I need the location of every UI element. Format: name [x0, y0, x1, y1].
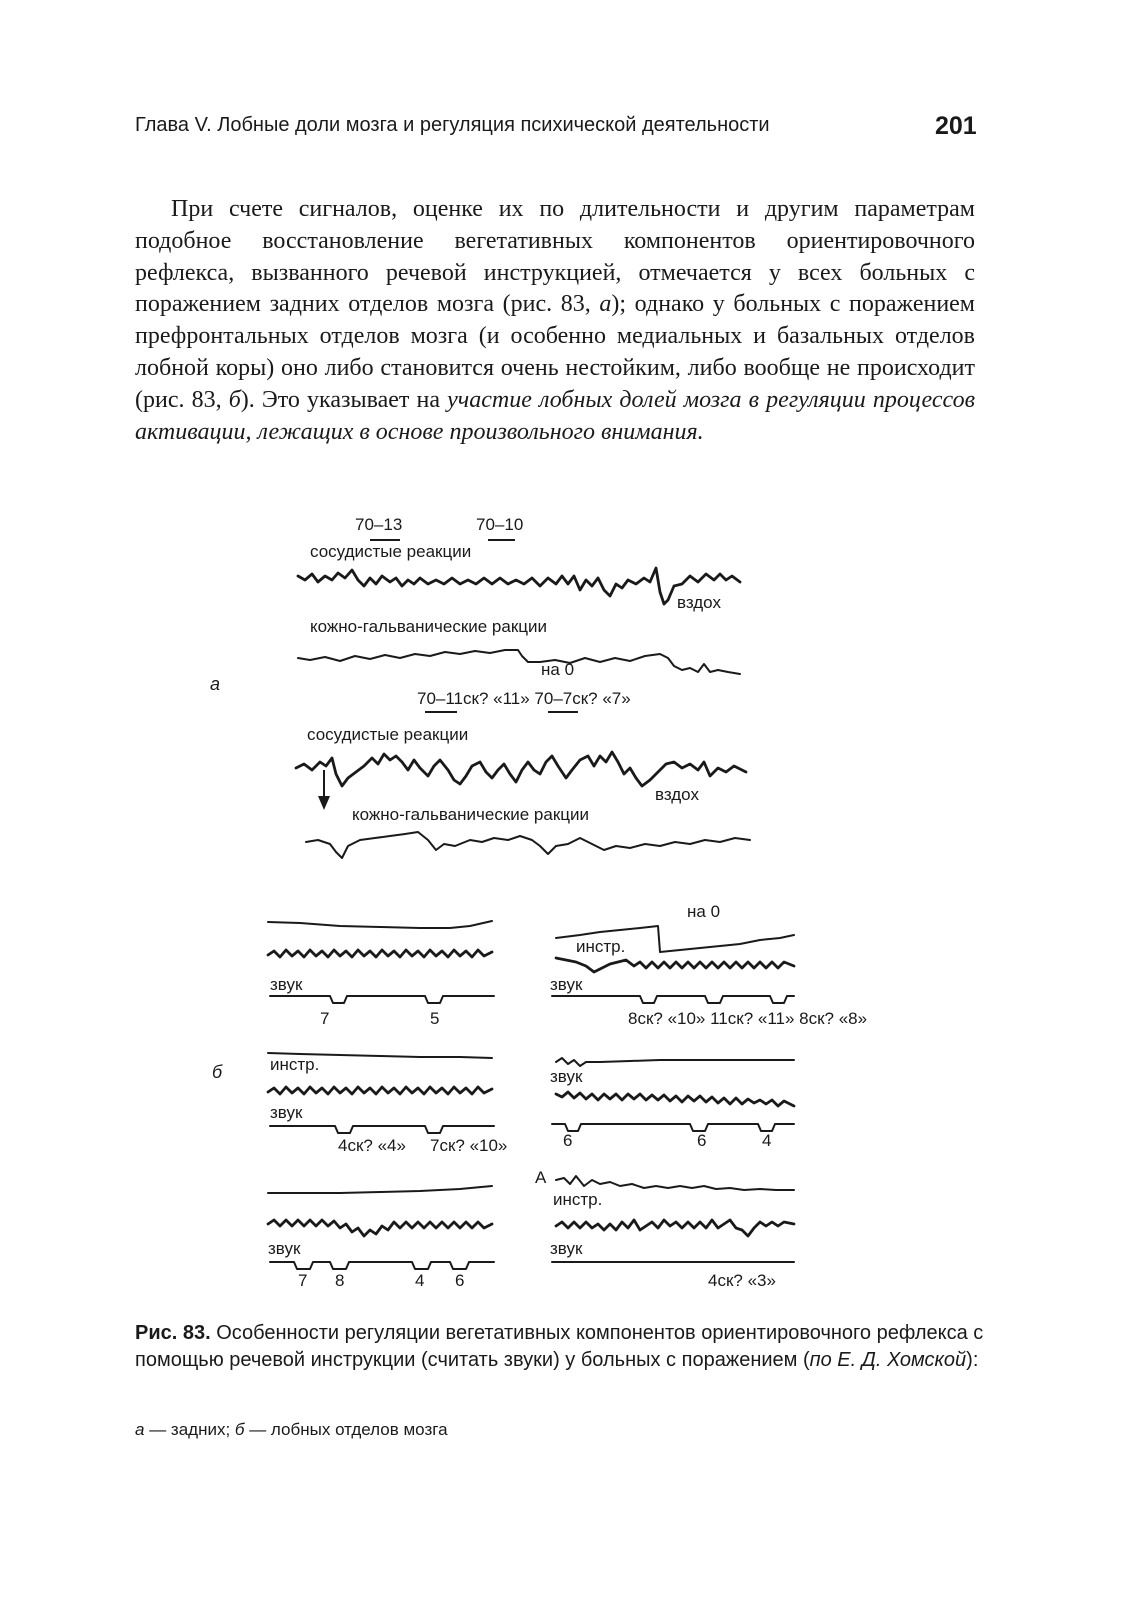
count-number: 5	[430, 1009, 440, 1028]
legend-key: б	[234, 1420, 245, 1439]
sound-marker-trace	[270, 996, 494, 1003]
count-number: 4	[415, 1271, 425, 1290]
trace-annotation: на 0	[687, 902, 721, 921]
count-number: 7	[320, 1009, 330, 1028]
panel-label-b: б	[212, 1062, 223, 1082]
sound-marker-trace	[552, 996, 794, 1003]
trace-label: кожно-гальванические ракции	[310, 617, 548, 636]
sound-label: звук	[268, 1239, 301, 1258]
figure-number: Рис. 83.	[135, 1322, 211, 1344]
sound-label: звук	[550, 1067, 583, 1086]
stimulus-mark: 70–10	[476, 515, 524, 534]
trace-label: сосудистые реакции	[310, 542, 472, 561]
caption-text: ):	[966, 1349, 979, 1371]
trace-annotation: на 0	[541, 660, 575, 679]
count-number: 6	[563, 1131, 573, 1150]
sound-label: звук	[550, 975, 583, 994]
galvanic-trace	[298, 650, 740, 674]
count-number: 6	[697, 1131, 707, 1150]
arrow-down-icon	[318, 796, 330, 810]
vascular-trace	[268, 1220, 492, 1236]
galvanic-trace	[556, 1176, 794, 1190]
stimulus-mark: 70–13	[355, 515, 403, 534]
sound-label: звук	[270, 975, 303, 994]
page-number: 201	[935, 112, 977, 140]
instruction-label: инстр.	[576, 937, 626, 956]
figure-ref-b: б	[228, 386, 241, 413]
galvanic-trace	[556, 1058, 794, 1066]
sound-marker-trace	[270, 1126, 494, 1133]
panel-label-a: а	[210, 674, 221, 694]
sound-label: звук	[270, 1103, 303, 1122]
vascular-trace	[556, 958, 794, 972]
figure-caption	[135, 1320, 985, 1374]
galvanic-trace	[306, 832, 750, 858]
vascular-trace	[556, 1220, 794, 1236]
paragraph-text: При счете сигналов, оценке их по длительности и другим параметрам подобное восстановление вегетативных компонентов ориентировочного рефлекса, вызванного речевой инструкцией, отмечается у всех больных с поражением задних отделов мозга (рис. 83,	[135, 196, 975, 318]
trace-annotation: вздох	[677, 593, 721, 612]
galvanic-trace	[268, 1186, 492, 1193]
legend-text: — лобных отделов мозга	[244, 1420, 448, 1439]
count-number: 6	[455, 1271, 465, 1290]
vascular-trace	[556, 1092, 794, 1106]
vascular-trace	[298, 568, 740, 604]
vascular-trace	[268, 1087, 492, 1094]
count-annotation: 8ск? «10» 11ск? «11» 8ск? «8»	[628, 1009, 868, 1028]
count-annotation: 4ск? «3»	[708, 1271, 776, 1290]
figure-legend	[135, 1420, 448, 1440]
emphasis-text: участие лобных долей мозга в регуляции процессов активации, лежащих в основе произвольного внимания.	[135, 386, 975, 445]
count-annotation: 4ск? «4»	[338, 1136, 406, 1155]
galvanic-trace	[268, 921, 492, 928]
legend-key: а	[135, 1420, 145, 1439]
count-number: 7	[298, 1271, 308, 1290]
trace-annotation: вздох	[655, 785, 699, 804]
count-number: 8	[335, 1271, 345, 1290]
caption-text: Особенности регуляции вегетативных компонентов ориентировочного рефлекса с помощью речевой инструкции (считать звуки) у больных с поражением (	[135, 1322, 984, 1371]
instruction-label: инстр.	[553, 1190, 603, 1209]
legend-text: — задних;	[144, 1420, 235, 1439]
count-annotation: 70–11ск? «11» 70–7ск? «7»	[417, 689, 631, 708]
caption-author: по Е. Д. Хомской	[809, 1349, 967, 1371]
sound-label: звук	[550, 1239, 583, 1258]
trace-marker: А	[535, 1168, 547, 1187]
paragraph-text: ); однако у больных с поражением префронтальных отделов мозга (и особенно медиальных и базальных отделов лобной коры) оно либо становится очень нестойким, либо вообще не происходит (рис. 83,	[135, 291, 975, 413]
figure-ref-a: а	[599, 291, 612, 318]
sound-marker-trace	[552, 1124, 794, 1131]
count-number: 4	[762, 1131, 772, 1150]
trace-label: кожно-гальванические ракции	[352, 805, 590, 824]
running-header: Глава V. Лобные доли мозга и регуляция психической деятельности	[135, 114, 770, 136]
vascular-trace	[296, 752, 746, 786]
trace-label: сосудистые реакции	[307, 725, 469, 744]
count-annotation: 7ск? «10»	[430, 1136, 508, 1155]
paragraph-text: ). Это указывает на	[240, 386, 448, 413]
instruction-label: инстр.	[270, 1055, 320, 1074]
sound-marker-trace	[270, 1262, 494, 1269]
vascular-trace	[268, 950, 492, 957]
